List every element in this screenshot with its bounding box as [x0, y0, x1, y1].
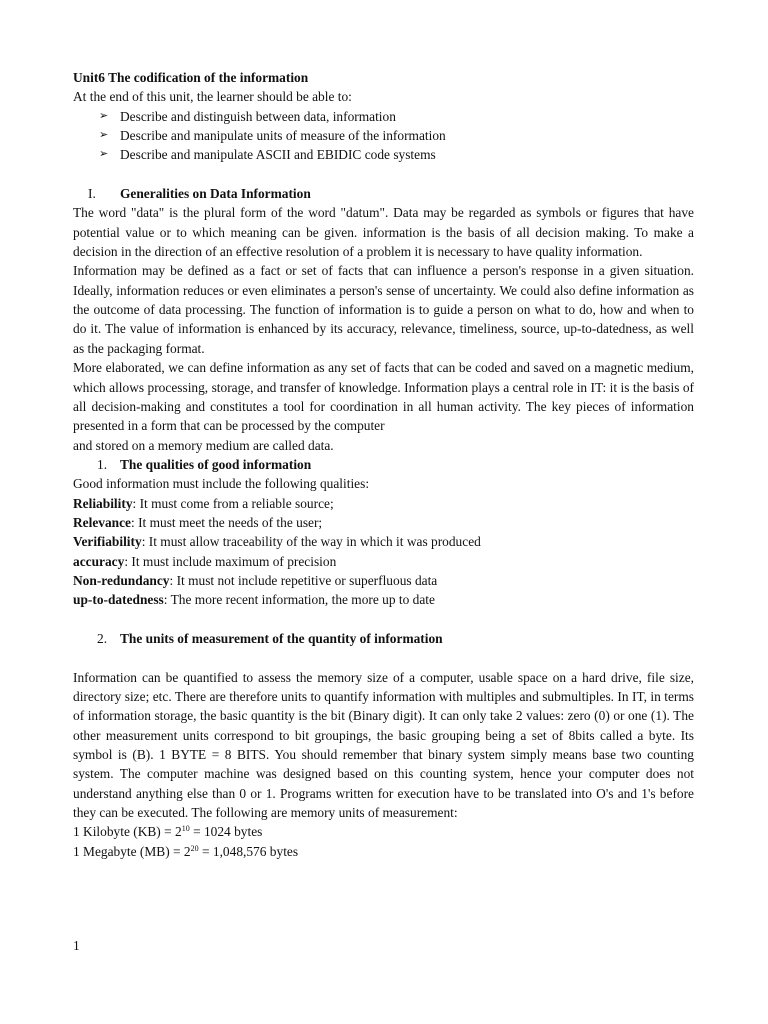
- arrow-bullet-icon: ➢: [99, 129, 109, 142]
- paragraph: More elaborated, we can define information as any set of facts that can be coded and saved on a magnetic medium, which allows processing, storage, and transfer of knowledge. Information plays a central role in IT: it is the basis of all decision-making and constitutes a tool for coordination in all human activity. The key pieces of information presented in a form that can be processed by the computer: [73, 360, 694, 434]
- unit-line: 1 Kilobyte $(KB) = 2^{10} = 1024$ bytes: [73, 824, 263, 840]
- quality-item: Non-redundancy: It must not include repetitive or superfluous data: [73, 572, 438, 588]
- intro-line: At the end of this unit, the learner should be able to:: [73, 89, 352, 105]
- list-item: ➢ Describe and distinguish between data, information: [73, 107, 694, 126]
- unit-line: 1 Megabyte $(MB) = 2^{20} = 1,048,576$ bytes: [73, 843, 299, 859]
- quality-item: accuracy: It must include maximum of precision: [73, 553, 337, 569]
- paragraph: The word "data" is the plural form of the word "datum". Data may be regarded as symbols or figures that have potential value or to which meaning can be given. information is the basis of all decision making. To make a decision in the direction of an effective resolution of a problem it is necessary to have quality information.: [73, 205, 694, 260]
- quality-item: Verifiability: It must allow traceability of the way in which it was produced: [73, 534, 481, 550]
- paragraph: Information may be defined as a fact or set of facts that can influence a person's response in a given situation. Ideally, information reduces or even eliminates a person's sense of uncertainty. We could also define information as the outcome of data processing. The function of information is to guide a person on what to do, how and when to do it. The value of information is enhanced by its accuracy, relevance, timeliness, source, up-to-datedness, as well as the packaging format.: [73, 263, 694, 356]
- quality-item: Relevance: It must meet the needs of the user;: [73, 514, 323, 530]
- arrow-bullet-icon: ➢: [99, 148, 109, 161]
- list-item: ➢ Describe and manipulate units of measure of the information: [73, 126, 694, 145]
- unit-title: Unit6 The codification of the information: [73, 70, 309, 85]
- arrow-bullet-icon: ➢: [99, 109, 109, 122]
- quality-item: up-to-datedness: The more recent information, the more up to date: [73, 592, 435, 608]
- list-item: ➢ Describe and manipulate ASCII and EBIDIC code systems: [73, 145, 694, 164]
- document-page: [73, 68, 694, 861]
- paragraph: and stored on a memory medium are called data.: [73, 437, 334, 453]
- quality-item: Reliability: It must come from a reliable source;: [73, 495, 334, 511]
- subsection-heading: 1. The qualities of good information: [97, 456, 312, 472]
- subsection-heading: 2. The units of measurement of the quantity of information: [97, 630, 443, 646]
- objectives-list: [73, 107, 694, 165]
- paragraph: Information can be quantified to assess the memory size of a computer, usable space on a hard drive, file size, directory size; etc. There are therefore units to quantify information with multiples and submultiples. In IT, in terms of information storage, the basic quantity is the bit (Binary digit). It can only take 2 values: zero (0) or one (1). The other measurement units correspond to bit groupings, the basic grouping being a set of 8bits called a byte. Its symbol is (B). 1 BYTE = 8 BITS. You should remember that binary system simply means base two counting system. The computer machine was designed based on this counting system, hence your computer does not understand anything else than 0 or 1. Programs written for execution have to be translated into O's and 1's before they can be executed. The following are memory units of measurement:: [73, 669, 694, 821]
- section-heading: I. Generalities on Data Information: [88, 186, 311, 202]
- qualities-intro: Good information must include the following qualities:: [73, 476, 370, 492]
- page-number: 1: [73, 938, 80, 953]
